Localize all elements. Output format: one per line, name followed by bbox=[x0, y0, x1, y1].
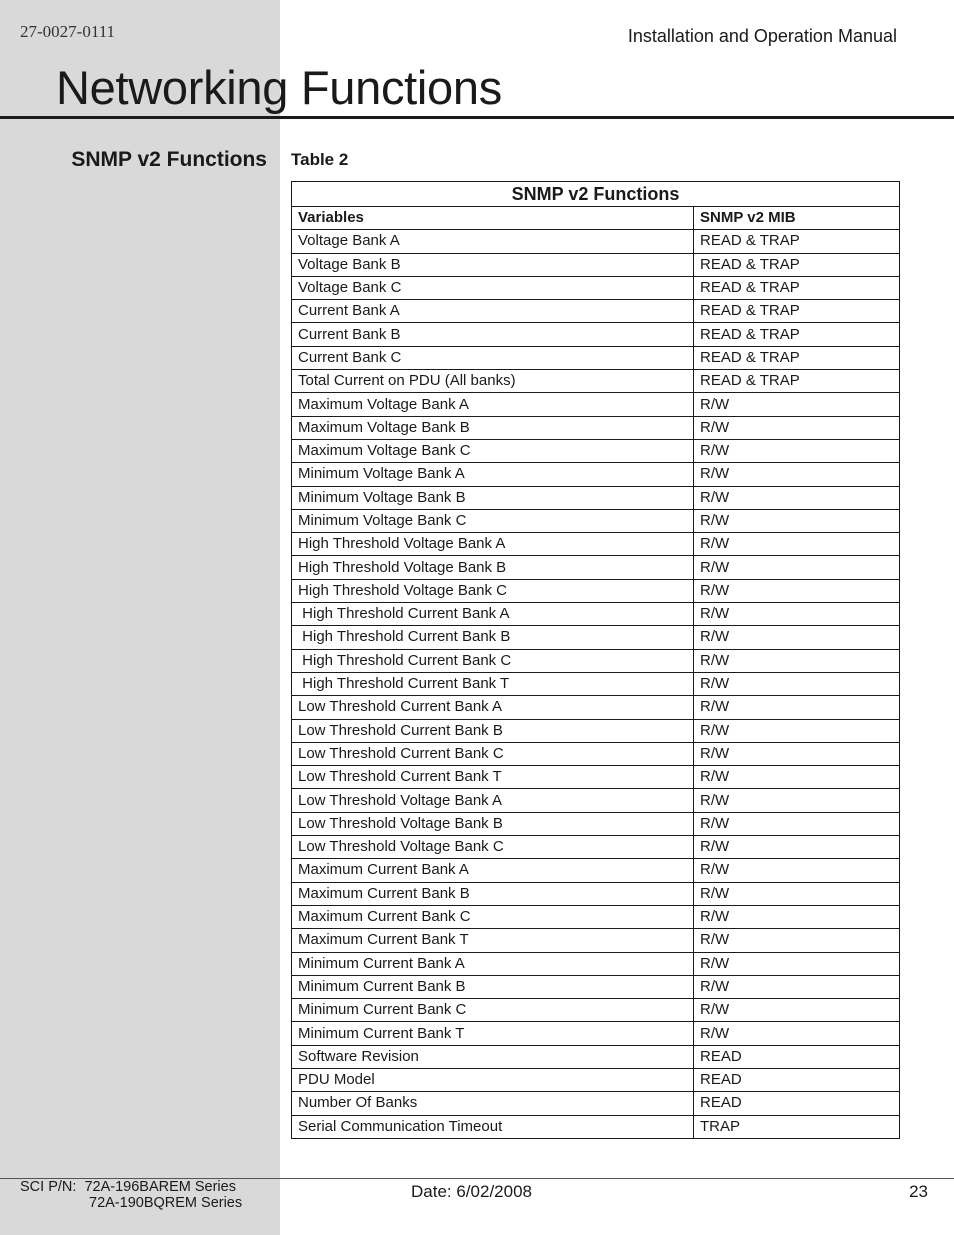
mib-access-cell: R/W bbox=[694, 742, 900, 765]
mib-access-cell: R/W bbox=[694, 789, 900, 812]
mib-access-cell: R/W bbox=[694, 463, 900, 486]
variable-cell: Maximum Voltage Bank A bbox=[292, 393, 694, 416]
mib-access-cell: R/W bbox=[694, 416, 900, 439]
mib-access-cell: R/W bbox=[694, 696, 900, 719]
footer-part-number bbox=[20, 1179, 242, 1211]
table-row bbox=[292, 230, 900, 253]
variable-cell: Current Bank B bbox=[292, 323, 694, 346]
mib-access-cell: R/W bbox=[694, 393, 900, 416]
mib-access-cell: R/W bbox=[694, 859, 900, 882]
table-title: SNMP v2 Functions bbox=[292, 182, 900, 207]
variable-cell: Low Threshold Current Bank T bbox=[292, 766, 694, 789]
mib-access-cell: READ bbox=[694, 1045, 900, 1068]
variable-cell: Voltage Bank C bbox=[292, 276, 694, 299]
footer-date: Date: 6/02/2008 bbox=[411, 1182, 532, 1201]
snmp-functions-table bbox=[291, 181, 900, 1139]
variable-cell: Voltage Bank B bbox=[292, 253, 694, 276]
mib-access-cell: R/W bbox=[694, 999, 900, 1022]
table-row bbox=[292, 1068, 900, 1091]
mib-access-cell: R/W bbox=[694, 672, 900, 695]
mib-access-cell: R/W bbox=[694, 766, 900, 789]
table-row bbox=[292, 1022, 900, 1045]
table-row bbox=[292, 952, 900, 975]
variable-cell: Maximum Voltage Bank B bbox=[292, 416, 694, 439]
mib-access-cell: R/W bbox=[694, 929, 900, 952]
table-row bbox=[292, 975, 900, 998]
mib-access-cell: R/W bbox=[694, 952, 900, 975]
table-row bbox=[292, 393, 900, 416]
mib-access-cell: READ & TRAP bbox=[694, 346, 900, 369]
mib-access-cell: R/W bbox=[694, 556, 900, 579]
table-row bbox=[292, 882, 900, 905]
variable-cell: Minimum Voltage Bank A bbox=[292, 463, 694, 486]
mib-access-cell: R/W bbox=[694, 486, 900, 509]
variable-cell: Low Threshold Voltage Bank A bbox=[292, 789, 694, 812]
table-row bbox=[292, 300, 900, 323]
mib-access-cell: R/W bbox=[694, 812, 900, 835]
table-row bbox=[292, 509, 900, 532]
variable-cell: Number Of Banks bbox=[292, 1092, 694, 1115]
table-row bbox=[292, 416, 900, 439]
table-row bbox=[292, 672, 900, 695]
table-row bbox=[292, 579, 900, 602]
variable-cell: Minimum Voltage Bank B bbox=[292, 486, 694, 509]
variable-cell: Minimum Current Bank T bbox=[292, 1022, 694, 1045]
table-row bbox=[292, 1115, 900, 1138]
mib-access-cell: R/W bbox=[694, 905, 900, 928]
table-row bbox=[292, 626, 900, 649]
table-header-row bbox=[292, 207, 900, 230]
mib-access-cell: R/W bbox=[694, 626, 900, 649]
mib-access-cell: R/W bbox=[694, 533, 900, 556]
table-row bbox=[292, 859, 900, 882]
mib-access-cell: READ bbox=[694, 1092, 900, 1115]
table-row bbox=[292, 1092, 900, 1115]
section-heading: SNMP v2 Functions bbox=[71, 148, 267, 171]
mib-access-cell: READ & TRAP bbox=[694, 230, 900, 253]
mib-access-cell: R/W bbox=[694, 579, 900, 602]
mib-access-cell: R/W bbox=[694, 649, 900, 672]
variable-cell: Maximum Current Bank B bbox=[292, 882, 694, 905]
header-divider bbox=[0, 116, 954, 119]
table-row bbox=[292, 346, 900, 369]
column-header-mib: SNMP v2 MIB bbox=[694, 207, 900, 230]
variable-cell: Voltage Bank A bbox=[292, 230, 694, 253]
table-row bbox=[292, 766, 900, 789]
variable-cell: Minimum Current Bank C bbox=[292, 999, 694, 1022]
variable-cell: Low Threshold Voltage Bank B bbox=[292, 812, 694, 835]
table-row bbox=[292, 649, 900, 672]
table-row bbox=[292, 463, 900, 486]
mib-access-cell: READ & TRAP bbox=[694, 300, 900, 323]
table-row bbox=[292, 486, 900, 509]
page-number: 23 bbox=[909, 1182, 928, 1201]
variable-cell: High Threshold Current Bank C bbox=[292, 649, 694, 672]
part-number-line-1: SCI P/N: 72A-196BAREM Series bbox=[20, 1179, 236, 1195]
variable-cell: High Threshold Current Bank B bbox=[292, 626, 694, 649]
variable-cell: Maximum Voltage Bank C bbox=[292, 439, 694, 462]
table-row bbox=[292, 719, 900, 742]
variable-cell: High Threshold Voltage Bank A bbox=[292, 533, 694, 556]
table-caption: Table 2 bbox=[291, 150, 349, 169]
manual-title: Installation and Operation Manual bbox=[627, 26, 897, 46]
document-number: 27-0027-0111 bbox=[20, 22, 116, 41]
table-row bbox=[292, 789, 900, 812]
mib-access-cell: READ & TRAP bbox=[694, 276, 900, 299]
variable-cell: High Threshold Current Bank T bbox=[292, 672, 694, 695]
variable-cell: Minimum Voltage Bank C bbox=[292, 509, 694, 532]
table-body bbox=[292, 230, 900, 1139]
variable-cell: Low Threshold Current Bank A bbox=[292, 696, 694, 719]
table-row bbox=[292, 276, 900, 299]
mib-access-cell: R/W bbox=[694, 439, 900, 462]
table-row bbox=[292, 836, 900, 859]
mib-access-cell: R/W bbox=[694, 836, 900, 859]
variable-cell: High Threshold Voltage Bank C bbox=[292, 579, 694, 602]
mib-access-cell: R/W bbox=[694, 719, 900, 742]
mib-access-cell: READ & TRAP bbox=[694, 253, 900, 276]
variable-cell: Maximum Current Bank A bbox=[292, 859, 694, 882]
variable-cell: Maximum Current Bank T bbox=[292, 929, 694, 952]
table-title-row bbox=[292, 182, 900, 207]
table-row bbox=[292, 1045, 900, 1068]
variable-cell: Low Threshold Current Bank C bbox=[292, 742, 694, 765]
sidebar-band bbox=[0, 0, 280, 1235]
table-row bbox=[292, 742, 900, 765]
table-row bbox=[292, 999, 900, 1022]
variable-cell: Serial Communication Timeout bbox=[292, 1115, 694, 1138]
variable-cell: Current Bank C bbox=[292, 346, 694, 369]
table-row bbox=[292, 533, 900, 556]
page-title: Networking Functions bbox=[56, 61, 502, 114]
table-row bbox=[292, 812, 900, 835]
table-row bbox=[292, 696, 900, 719]
mib-access-cell: READ & TRAP bbox=[694, 323, 900, 346]
table-row bbox=[292, 556, 900, 579]
mib-access-cell: R/W bbox=[694, 1022, 900, 1045]
table-row bbox=[292, 929, 900, 952]
column-header-variables: Variables bbox=[292, 207, 694, 230]
table-row bbox=[292, 253, 900, 276]
table-row bbox=[292, 370, 900, 393]
variable-cell: Low Threshold Current Bank B bbox=[292, 719, 694, 742]
variable-cell: High Threshold Voltage Bank B bbox=[292, 556, 694, 579]
variable-cell: Low Threshold Voltage Bank C bbox=[292, 836, 694, 859]
table-row bbox=[292, 905, 900, 928]
variable-cell: High Threshold Current Bank A bbox=[292, 603, 694, 626]
variable-cell: Software Revision bbox=[292, 1045, 694, 1068]
mib-access-cell: READ & TRAP bbox=[694, 370, 900, 393]
variable-cell: Maximum Current Bank C bbox=[292, 905, 694, 928]
mib-access-cell: R/W bbox=[694, 882, 900, 905]
variable-cell: Minimum Current Bank B bbox=[292, 975, 694, 998]
table-row bbox=[292, 323, 900, 346]
variable-cell: Current Bank A bbox=[292, 300, 694, 323]
mib-access-cell: TRAP bbox=[694, 1115, 900, 1138]
mib-access-cell: R/W bbox=[694, 509, 900, 532]
table-row bbox=[292, 439, 900, 462]
mib-access-cell: R/W bbox=[694, 603, 900, 626]
variable-cell: Total Current on PDU (All banks) bbox=[292, 370, 694, 393]
mib-access-cell: R/W bbox=[694, 975, 900, 998]
variable-cell: Minimum Current Bank A bbox=[292, 952, 694, 975]
part-number-line-2: 72A-190BQREM Series bbox=[89, 1195, 243, 1211]
mib-access-cell: READ bbox=[694, 1068, 900, 1091]
table-row bbox=[292, 603, 900, 626]
variable-cell: PDU Model bbox=[292, 1068, 694, 1091]
